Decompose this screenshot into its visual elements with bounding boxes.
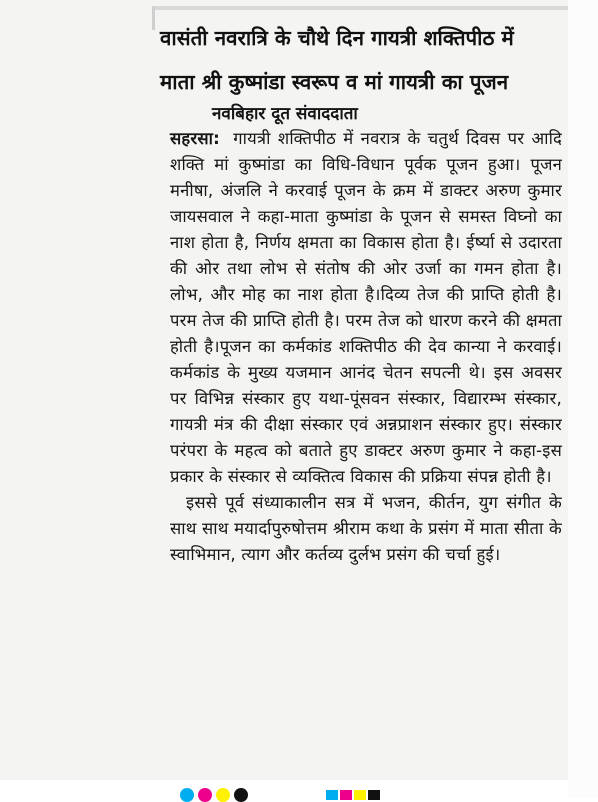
byline: नवबिहार दूत संवाददाता [212, 104, 358, 124]
article-body [170, 126, 562, 568]
page-margin [568, 0, 598, 798]
paragraph-1-text: गायत्री शक्तिपीठ में नवरात्र के चतुर्थ दिवस पर आदि शक्ति मां कुष्मांडा का विधि-विधान पूर्वक पूजन हुआ। पूजन मनीषा, अंजलि ने करवाई पूजन के क्रम में डाक्टर अरुण कुमार जायसवाल ने कहा-माता कुष्मांडा के पूजन से समस्त विघ्नो का नाश होता है, निर्णय क्षमता का विकास होता है। ईर्ष्या से उदारता की ओर तथा लोभ से संतोष की ओर उर्जा का गमन होता है। लोभ, और मोह का नाश होता है।दिव्य तेज की प्राप्ति होती है।परम तेज की प्राप्ति होती है। परम तेज को धारण करने की क्षमता होती है।पूजन का कर्मकांड शक्तिपीठ की देव कान्या ने करवाई। कर्मकांड के मुख्य यजमान आनंद चेतन सपत्नी थे। इस अवसर पर विभिन्न संस्कार हुए यथा-पूंसवन संस्कार, विद्यारम्भ संस्कार, गायत्री मंत्र की दीक्षा संस्कार एवं अन्नप्राशन संस्कार हुए। संस्कार परंपरा के महत्व को बताते हुए डाक्टर अरुण कुमार ने कहा-इस प्रकार के संस्कार से व्यक्तित्व विकास की प्रक्रिया संपन्न होती है। [170, 129, 562, 486]
headline-line-2: माता श्री कुष्मांडा स्वरूप व मां गायत्री का पूजन [160, 70, 509, 94]
paragraph-2: इससे पूर्व संध्याकालीन सत्र में भजन, कीर्तन, युग संगीत के साथ साथ मयार्दापुरुषोत्तम श्रीराम कथा के प्रसंग में माता सीता के स्वाभिमान, त्याग और कर्तव्य दुर्लभ प्रसंग की चर्चा हुई। [170, 493, 562, 564]
yellow-swatch [354, 790, 366, 800]
column-rule-top [152, 6, 568, 10]
magenta-swatch [340, 790, 352, 800]
paragraph-1 [170, 126, 562, 490]
headline-line-1: वासंती नवरात्रि के चौथे दिन गायत्री शक्तिपीठ में [160, 26, 514, 50]
black-swatch [368, 790, 380, 800]
cyan-swatch [326, 790, 338, 800]
print-registration-marks [150, 784, 598, 798]
dateline: सहरसा: [170, 129, 220, 148]
magenta-register-dot [198, 788, 212, 802]
column-rule-left [152, 6, 155, 30]
black-register-dot [234, 788, 248, 802]
cyan-register-dot [180, 788, 194, 802]
yellow-register-dot [216, 788, 230, 802]
